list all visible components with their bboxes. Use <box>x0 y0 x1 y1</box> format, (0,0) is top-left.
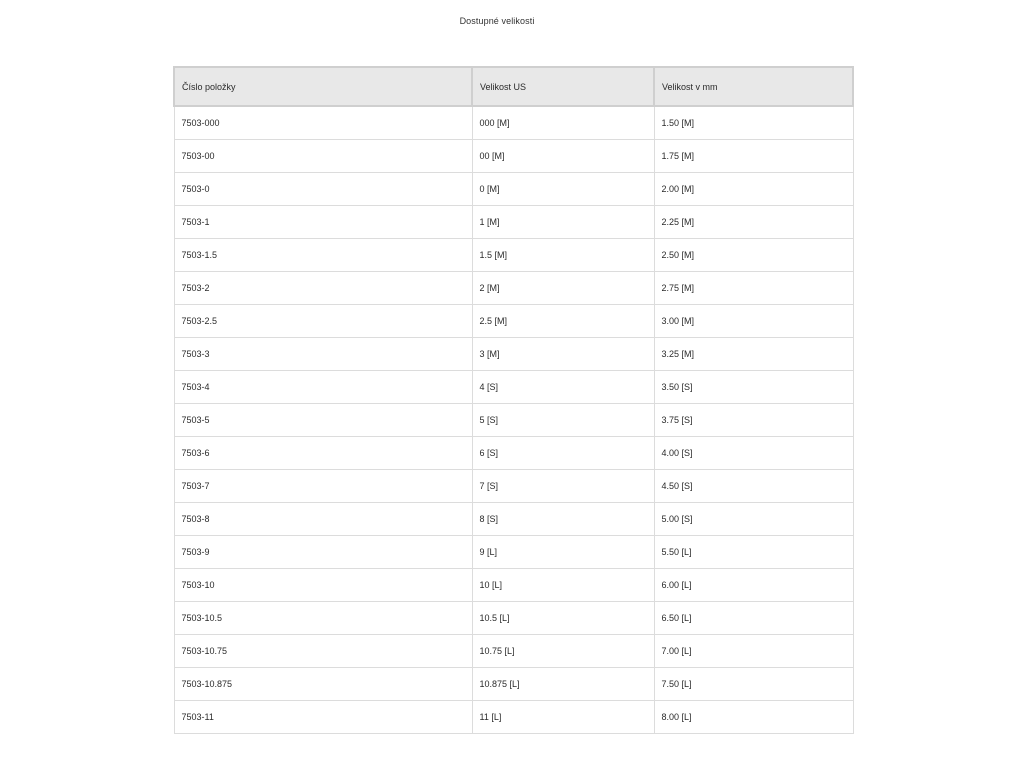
cell-item-number: 7503-11 <box>174 701 472 734</box>
cell-item-number: 7503-000 <box>174 106 472 140</box>
cell-us-size: 6 [S] <box>472 437 654 470</box>
cell-us-size: 1 [M] <box>472 206 654 239</box>
cell-mm-size: 8.00 [L] <box>654 701 853 734</box>
cell-us-size: 00 [M] <box>472 140 654 173</box>
cell-mm-size: 1.50 [M] <box>654 106 853 140</box>
cell-mm-size: 6.00 [L] <box>654 569 853 602</box>
cell-item-number: 7503-1.5 <box>174 239 472 272</box>
cell-item-number: 7503-2.5 <box>174 305 472 338</box>
cell-item-number: 7503-8 <box>174 503 472 536</box>
cell-us-size: 7 [S] <box>472 470 654 503</box>
table-row <box>174 206 853 239</box>
cell-us-size: 000 [M] <box>472 106 654 140</box>
cell-us-size: 11 [L] <box>472 701 654 734</box>
cell-us-size: 4 [S] <box>472 371 654 404</box>
table-header <box>174 67 853 106</box>
cell-mm-size: 3.25 [M] <box>654 338 853 371</box>
table-row <box>174 569 853 602</box>
cell-item-number: 7503-9 <box>174 536 472 569</box>
cell-us-size: 0 [M] <box>472 173 654 206</box>
table-row <box>174 305 853 338</box>
table-row <box>174 173 853 206</box>
cell-us-size: 8 [S] <box>472 503 654 536</box>
table-row <box>174 668 853 701</box>
cell-item-number: 7503-3 <box>174 338 472 371</box>
table-header-row <box>174 67 853 106</box>
cell-mm-size: 3.50 [S] <box>654 371 853 404</box>
table-row <box>174 470 853 503</box>
cell-item-number: 7503-0 <box>174 173 472 206</box>
table-row <box>174 635 853 668</box>
table-row <box>174 404 853 437</box>
cell-item-number: 7503-10.875 <box>174 668 472 701</box>
cell-item-number: 7503-00 <box>174 140 472 173</box>
table-row <box>174 338 853 371</box>
cell-mm-size: 6.50 [L] <box>654 602 853 635</box>
table-row <box>174 106 853 140</box>
header-us-size: Velikost US <box>472 67 654 106</box>
cell-us-size: 2.5 [M] <box>472 305 654 338</box>
cell-us-size: 10.75 [L] <box>472 635 654 668</box>
cell-mm-size: 5.00 [S] <box>654 503 853 536</box>
cell-item-number: 7503-5 <box>174 404 472 437</box>
cell-mm-size: 3.00 [M] <box>654 305 853 338</box>
cell-mm-size: 7.50 [L] <box>654 668 853 701</box>
cell-mm-size: 7.00 [L] <box>654 635 853 668</box>
table-row <box>174 239 853 272</box>
table-row <box>174 536 853 569</box>
cell-us-size: 9 [L] <box>472 536 654 569</box>
table-row <box>174 272 853 305</box>
cell-item-number: 7503-10 <box>174 569 472 602</box>
cell-us-size: 10 [L] <box>472 569 654 602</box>
cell-us-size: 5 [S] <box>472 404 654 437</box>
table-row <box>174 371 853 404</box>
cell-mm-size: 4.50 [S] <box>654 470 853 503</box>
cell-us-size: 2 [M] <box>472 272 654 305</box>
table-row <box>174 437 853 470</box>
cell-us-size: 3 [M] <box>472 338 654 371</box>
cell-mm-size: 2.75 [M] <box>654 272 853 305</box>
cell-us-size: 10.875 [L] <box>472 668 654 701</box>
table-row <box>174 140 853 173</box>
cell-item-number: 7503-4 <box>174 371 472 404</box>
table-row <box>174 701 853 734</box>
table-body <box>174 106 853 734</box>
page-title: Dostupné velikosti <box>459 16 535 26</box>
table-row <box>174 602 853 635</box>
cell-item-number: 7503-1 <box>174 206 472 239</box>
cell-us-size: 1.5 [M] <box>472 239 654 272</box>
header-mm-size: Velikost v mm <box>654 67 853 106</box>
table-row <box>174 503 853 536</box>
cell-item-number: 7503-2 <box>174 272 472 305</box>
cell-item-number: 7503-10.75 <box>174 635 472 668</box>
cell-mm-size: 1.75 [M] <box>654 140 853 173</box>
cell-item-number: 7503-6 <box>174 437 472 470</box>
sizes-table <box>173 66 854 734</box>
cell-mm-size: 2.50 [M] <box>654 239 853 272</box>
cell-item-number: 7503-10.5 <box>174 602 472 635</box>
cell-mm-size: 2.25 [M] <box>654 206 853 239</box>
cell-us-size: 10.5 [L] <box>472 602 654 635</box>
cell-mm-size: 5.50 [L] <box>654 536 853 569</box>
cell-item-number: 7503-7 <box>174 470 472 503</box>
cell-mm-size: 3.75 [S] <box>654 404 853 437</box>
cell-mm-size: 2.00 [M] <box>654 173 853 206</box>
header-item-number: Číslo položky <box>174 67 472 106</box>
cell-mm-size: 4.00 [S] <box>654 437 853 470</box>
